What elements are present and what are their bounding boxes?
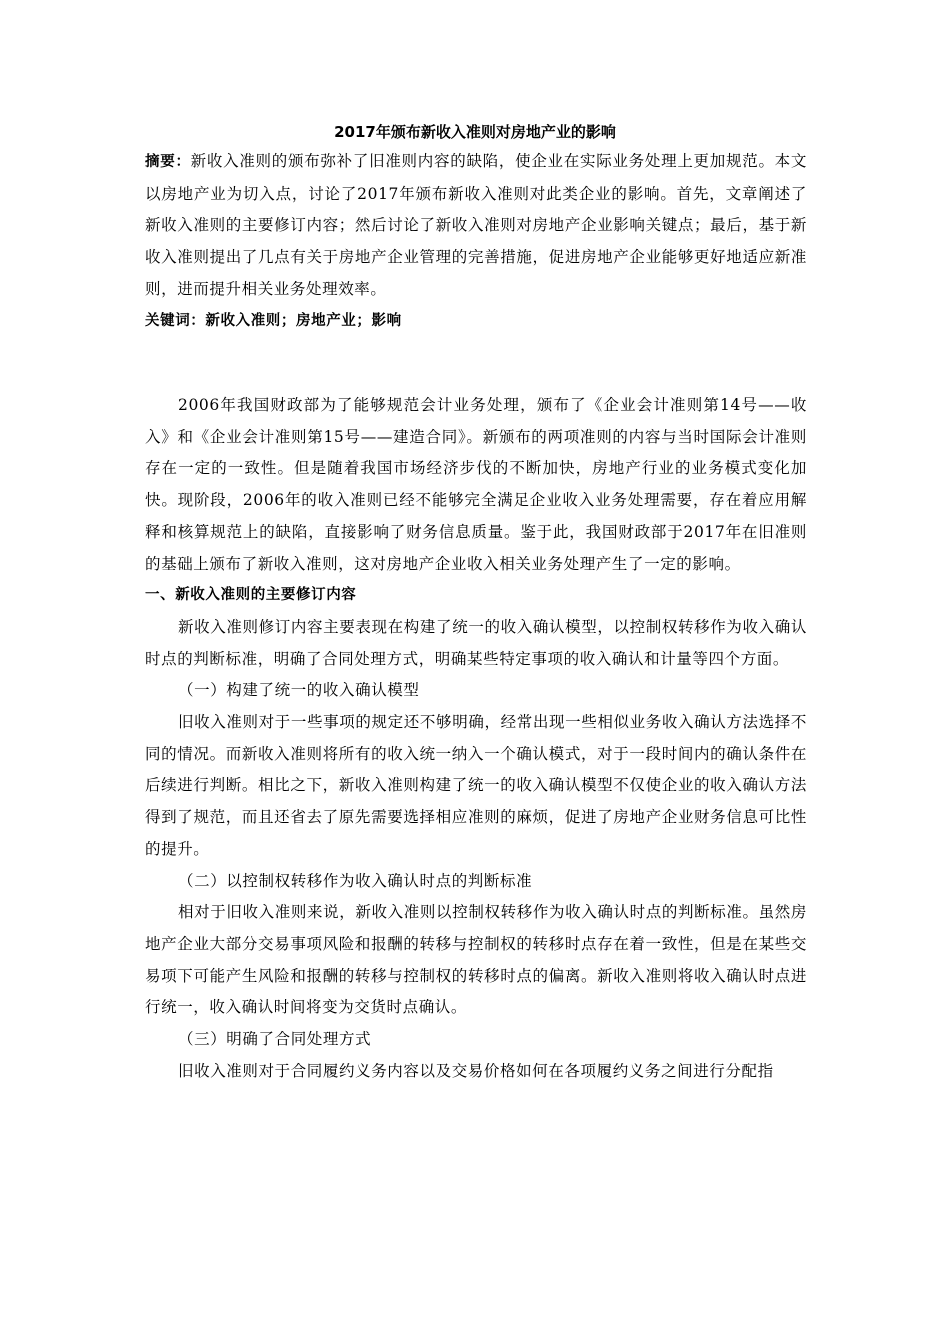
- document-title: 2017年颁布新收入准则对房地产业的影响: [334, 123, 616, 141]
- subsection-2-text: 相对于旧收入准则来说，新收入准则以控制权转移作为收入确认时点的判断标准。虽然房地产企业大部分交易事项风险和报酬的转移与控制权的转移时点存在着一致性，但是在某些交易项下可能产生风险和报酬的转移与控制权的转移时点的偏离。新收入准则将收入确认时点进行统一，收入确认时间将变为交货时点确认。: [145, 903, 807, 1017]
- intro-paragraph: 2006年我国财政部为了能够规范会计业务处理，颁布了《企业会计准则第14号——收入》和《企业会计准则第15号——建造合同》。新颁布的两项准则的内容与当时国际会计准则存在一定的一致性。但是随着我国市场经济步伐的不断加快，房地产行业的业务模式变化加快。现阶段，2006年的收入准则已经不能够完全满足企业收入业务处理需要，存在着应用解释和核算规范上的缺陷，直接影响了财务信息质量。鉴于此，我国财政部于2017年在旧准则的基础上颁布了新收入准则，这对房地产企业收入相关业务处理产生了一定的影响。: [145, 396, 807, 573]
- section-1-summary: 新收入准则修订内容主要表现在构建了统一的收入确认模型，以控制权转移作为收入确认时点的判断标准，明确了合同处理方式，明确某些特定事项的收入确认和计量等四个方面。: [145, 617, 807, 668]
- subsection-2-heading: （二）以控制权转移作为收入确认时点的判断标准: [178, 871, 533, 890]
- abstract-paragraph: [145, 146, 807, 306]
- subsection-3-text: 旧收入准则对于合同履约义务内容以及交易价格如何在各项履约义务之间进行分配指: [178, 1061, 774, 1080]
- section-1-heading: 一、新收入准则的主要修订内容: [145, 587, 357, 604]
- keywords-line: 关键词：新收入准则；房地产业；影响: [145, 312, 402, 329]
- subsection-3-heading: （三）明确了合同处理方式: [178, 1030, 372, 1049]
- subsection-1-heading: （一）构建了统一的收入确认模型: [178, 681, 420, 700]
- abstract-section: [145, 146, 807, 337]
- abstract-label: 摘要：: [145, 154, 191, 170]
- abstract-text: 新收入准则的颁布弥补了旧准则内容的缺陷，使企业在实际业务处理上更加规范。本文以房地产业为切入点，讨论了2017年颁布新收入准则对此类企业的影响。首先，文章阐述了新收入准则的主要修订内容；然后讨论了新收入准则对房地产企业影响关键点；最后，基于新收入准则提出了几点有关于房地产企业管理的完善措施，促进房地产企业能够更好地适应新准则，进而提升相关业务处理效率。: [145, 152, 807, 298]
- main-body: [145, 390, 807, 1087]
- subsection-1-text: 旧收入准则对于一些事项的规定还不够明确，经常出现一些相似业务收入确认方法选择不同的情况。而新收入准则将所有的收入统一纳入一个确认模式，对于一段时间内的确认条件在后续进行判断。相比之下，新收入准则构建了统一的收入确认模型不仅使企业的收入确认方法得到了规范，而且还省去了原先需要选择相应准则的麻烦，促进了房地产企业财务信息可比性的提升。: [145, 713, 807, 858]
